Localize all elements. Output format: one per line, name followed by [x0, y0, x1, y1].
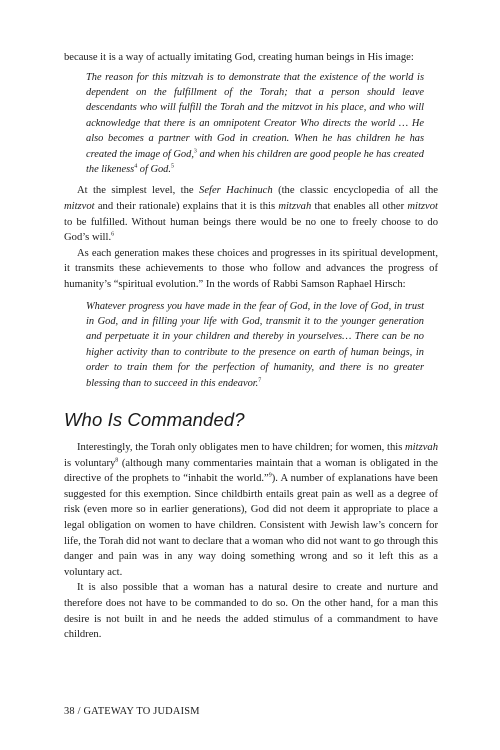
footnote-marker-5: 5	[170, 163, 174, 170]
quote-text-segment: and when his children are good people he has created the likeness	[86, 148, 424, 176]
text-segment: and their rationale) explains that it is this	[94, 201, 279, 213]
page-footer: 38 / GATEWAY TO JUDAISM	[64, 706, 200, 717]
section-heading: Who Is Commanded?	[64, 409, 245, 431]
body-paragraph-obligation	[64, 440, 438, 580]
body-paragraph-sefer-hachinuch	[64, 183, 438, 245]
footnote-marker-9: 9	[268, 472, 272, 479]
term-italic: mitzvot	[407, 201, 438, 213]
page-body	[64, 50, 438, 643]
body-paragraph-spiritual-evolution: As each generation makes these choices and progresses in its spiritual development, it transmits these achievements to those who follow and advances the progress of humanity’s “spiritual evolution.” In the words of Rabbi Samson Raphael Hirsch:	[64, 247, 438, 290]
text-segment: ). A number of explanations have been suggested for this exemption. Since childbirth entails great pain as well as a degree of risk (even more so in earlier generations), God did not deem it appropriate to place a legal obligation on women to have children. Consistent with Jewish law’s concern for life, the Torah did not want to declare that a woman who did not want to go through this danger and pain was in any way doing something wrong and so it left this as a voluntary act.	[64, 473, 438, 578]
quote-text-segment: The reason for this mitzvah is to demonstrate that the existence of the world is dependent on the fulfillment of the Torah; that a person should leave descendants who will fulfill the Torah and the mitzvot in his place, and who will acknowledge that there is an omnipotent Creator Who directs the world … He also becomes a partner with God in creation. When he has children he has created the image of God,	[86, 71, 424, 160]
footnote-marker-4: 4	[134, 163, 138, 170]
footnote-marker-3: 3	[193, 148, 197, 155]
text-segment: (the classic encyclopedia of all the	[272, 185, 438, 197]
text-segment: is voluntary	[64, 457, 116, 469]
footnote-marker-6: 6	[111, 231, 115, 238]
text-segment: Interestingly, the Torah only obligates men to have children; for women, this	[77, 442, 406, 454]
text-segment: (although many commentaries maintain that a woman is obligated in the directive of the prophets to “inhabit the world.”	[64, 457, 438, 485]
body-paragraph-natural-desire: It is also possible that a woman has a natural desire to create and nurture and therefore does not have to be commanded to do so. On the other hand, for a man this desire is not built in and he needs the added stimulus of a commandment to have children.	[64, 582, 438, 641]
term-italic: mitzvot	[64, 201, 95, 213]
quote-text-segment: of God.	[137, 164, 171, 176]
term-italic: mitzvah	[405, 442, 438, 454]
block-quote-hirsch	[86, 299, 424, 391]
text-segment: to be fulfilled. Without human beings there would be no one to freely choose to do God’s will.	[64, 216, 438, 244]
term-italic: mitzvah	[278, 201, 312, 213]
block-quote-sefer-hachinuch	[86, 70, 424, 178]
body-paragraph-continuation: because it is a way of actually imitating God, creating human beings in His image:	[64, 52, 414, 63]
quote-text-segment: Whatever progress you have made in the fear of God, in the love of God, in trust in God, and in filling your life with God, transmit it to the younger generation and perpetuate it in your children and thereby in yourselves… There can be no higher activity than to contribute to the presence on earth of human beings, in order to train them for the perfection of humanity, and there is no greater blessing than to succeed in this endeavor.	[86, 300, 424, 389]
text-segment: that enables all other	[311, 201, 408, 213]
text-segment: At the simplest level, the	[77, 185, 200, 197]
book-title: Sefer Hachinuch	[199, 185, 273, 197]
footnote-marker-7: 7	[258, 377, 262, 384]
footnote-marker-8: 8	[115, 457, 119, 464]
